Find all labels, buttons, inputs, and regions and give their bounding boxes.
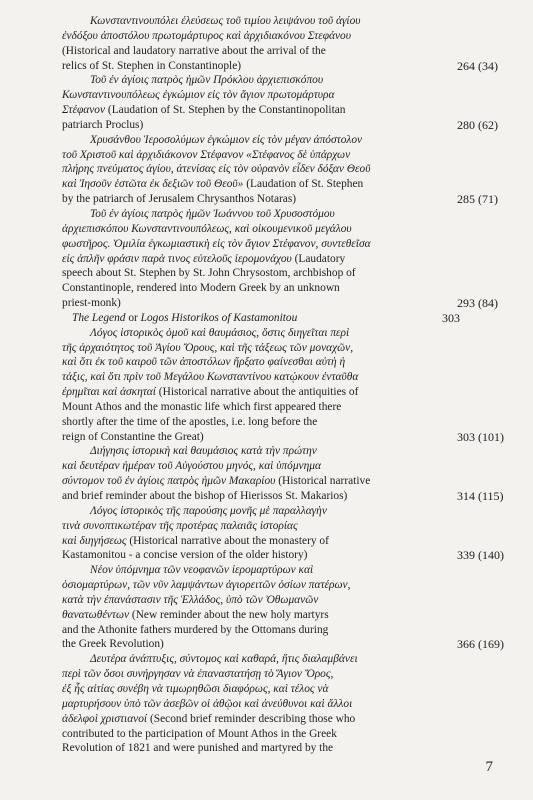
entry-title [62,444,432,503]
page-reference: 280 (62) [457,117,498,132]
roman-text: relics of St. Stephen in Constantinople) [62,59,242,72]
entry-line [62,400,432,415]
entry-line [62,682,432,697]
entry-line [62,637,432,652]
entry-line [62,534,432,549]
italic-text: ἀδελφοὶ χριστιανοί [62,712,148,725]
entry-title [62,73,432,132]
italic-text: καὶ Ἰησοῦν ἑστῶτα ἐκ δεξιῶν τοῦ Θεοῦ» [62,178,244,191]
page-reference: 264 (34) [457,58,498,73]
entry-line [62,162,432,177]
italic-text: Τοῦ ἐν ἁγίοις πατρὸς ἡμῶν Ἰωάννου τοῦ Χρυσοστόμου [90,207,335,220]
page-reference: 339 (140) [457,548,504,563]
italic-text: σύντομον τοῦ ἐν ἁγίοις πατρὸς ἡμῶν Μακαρίου [62,475,276,488]
entry-line [62,697,432,712]
entry-line [62,474,432,489]
contents-entry [62,504,502,563]
italic-text: εἰς ἁπλῆν φράσιν παρὰ τινος εὐτελοῦς ἱερομονάχου [62,252,292,265]
entry-line [62,237,432,252]
page-reference: 303 (101) [457,429,504,444]
contents-entry [62,326,502,445]
contents-entry [62,563,502,652]
italic-text: Λόγος ἱστορικὸς ὁμοῦ καὶ θαυμάσιος, ὅστις διηγεῖται περὶ [90,326,350,339]
entry-line [62,430,432,445]
italic-text: Δευτέρα ἀνάπτυξις, σύντομος καὶ καθαρά, ἥτις διαλαμβάνει [90,653,358,666]
roman-text: patriarch Proclus) [62,118,144,131]
entry-line [62,88,432,103]
entry-line [62,459,432,474]
entry-title [62,326,432,445]
entry-line [62,623,432,638]
italic-text: περὶ τῶν ὅσοι συνήργησαν νὰ ἐπαναστατήσῃ τὸ Ἅγιον Ὄρος, [62,668,334,681]
entry-line [62,326,432,341]
contents-entry [62,73,502,132]
italic-text: Στέφανον [62,104,106,117]
contents-entry [62,133,502,207]
entry-line [62,385,432,400]
entry-line [62,177,432,192]
entry-title [62,207,432,311]
section-heading-entry [62,311,502,326]
page-reference: 293 (84) [457,296,498,311]
italic-text: Χρυσάνθου Ἱεροσολύμων ἐγκώμιον εἰς τὸν μέγαν ἀπόστολον [90,133,363,146]
italic-text: θανατωθέντων [62,608,130,621]
entry-line [62,14,432,29]
entry-line [62,667,432,682]
roman-text: (Laudatory [291,252,346,265]
entry-title [62,652,432,756]
contents-entry [62,444,502,503]
roman-text: priest-monk) [62,297,121,310]
roman-text: Constantinople, rendered into Modern Greek by an unknown [62,282,340,295]
entry-line [62,29,432,44]
roman-text: shortly after the time of the apostles, i.e. long before the [62,415,318,428]
entry-line [62,281,432,296]
entry-line [62,222,432,237]
roman-text: speech about St. Stephen by St. John Chrysostom, archbishop of [62,267,356,280]
entry-line [62,266,432,281]
entry-title [62,14,432,73]
italic-text: μαρτυρήσουν ὑπὸ τῶν ἀσεβῶν οἱ ἀθῷοι καὶ ἀνεύθυνοι καὶ ἄλλοι [62,697,353,710]
entry-line [62,741,432,756]
entry-line [62,103,432,118]
italic-text: Τοῦ ἐν ἁγίοις πατρὸς ἡμῶν Πρόκλου ἀρχιεπισκόπου [90,74,324,87]
italic-text: Λόγος ἱστορικὸς τῆς παρούσης μονῆς μὲ παραλλαγὴν [90,504,327,517]
entry-line [62,311,432,326]
entry-line [62,133,432,148]
page-reference: 285 (71) [457,192,498,207]
entry-line [62,355,432,370]
italic-text: ἀρχιεπισκόπου Κωνσταντινουπόλεως, καὶ οἰκουμενικοῦ μεγάλου [62,222,352,235]
entry-line [62,548,432,563]
roman-text: (New reminder about the new holy martyrs [129,608,329,621]
roman-text: or [125,311,141,324]
italic-text: πλήρης πνεύματος ἁγίου, ἀτενίσας εἰς τὸν οὐρανὸν εἶδεν δόξαν Θεοῦ [62,163,371,176]
entry-line [62,712,432,727]
entry-line [62,727,432,742]
entry-line [62,578,432,593]
entry-line [62,59,432,74]
italic-text: Διήγησις ἱστορικὴ καὶ θαυμάσιος κατὰ τὴν πρώτην [90,445,317,458]
roman-text: (Historical narrative about the monastery of [126,534,329,547]
entry-line [62,192,432,207]
roman-text: by the patriarch of Jerusalem Chrysanthos Notaras) [62,193,297,206]
entry-line [62,415,432,430]
roman-text: (Historical narrative about the antiquities of [155,386,359,399]
italic-text: Κωνσταντινουπόλει ἐλεύσεως τοῦ τιμίου λειψάνου τοῦ ἁγίου [90,15,361,27]
roman-text: and brief reminder about the bishop of Hierissos St. Makarios) [62,490,348,502]
roman-text: and the Athonite fathers murdered by the Ottomans during [62,623,329,636]
roman-text: Mount Athos and the monastic life which first appeared there [62,400,342,413]
contents-entry [62,207,502,311]
entry-line [62,504,432,519]
entry-line [62,341,432,356]
roman-text: the Greek Revolution) [62,638,164,651]
italic-text: ὁσιομαρτύρων, τῶν νῦν λαμψάντων ἁγιορειτῶν ὁσίων πατέρων, [62,579,351,592]
entry-line [62,489,432,504]
italic-text: κατὰ τὴν ἐπανάστασιν τῆς Ἑλλάδος, ὑπὸ τῶν Ὀθωμανῶν [62,593,319,606]
italic-text: τῆς ἀρχαιότητος τοῦ Ἁγίου Ὄρους, καὶ τῆς τάξεως τῶν μοναχῶν, [62,341,354,354]
italic-text: καὶ δευτέραν ἡμέραν τοῦ Αὐγούστου μηνός, καὶ ὑπόμνημα [62,460,321,473]
entry-line [62,207,432,222]
italic-text: Logos Historikos of Kastamonitou [140,311,298,324]
entry-line [62,44,432,59]
entry-title [62,311,432,326]
page-number: 7 [485,759,493,775]
contents-entry [62,14,502,73]
contents-list [62,14,502,756]
entry-title [62,133,432,207]
roman-text: (Historical and laudatory narrative about the arrival of the [62,44,326,57]
roman-text: (Second brief reminder describing those who [147,712,356,725]
roman-text: Revolution of 1821 and were punished and martyred by the [62,742,334,755]
italic-text: The Legend [72,311,126,324]
entry-line [62,118,432,133]
italic-text: τινὰ συνοπτικωτέραν τῆς προτέρας παλαιᾶς ἱστορίας [62,519,298,532]
entry-line [62,593,432,608]
roman-text: reign of Constantine the Great) [62,430,204,443]
italic-text: ἐρημῖται καὶ ἀσκηταί [62,386,156,399]
roman-text: contributed to the participation of Mount Athos in the Greek [62,727,337,740]
contents-entry [62,652,502,756]
italic-text: τοῦ Χριστοῦ καὶ ἀρχιδιάκονον Στέφανον «Στέφανος δὲ ὑπάρχων [62,148,351,161]
roman-text: (Laudation of St. Stephen by the Constantinopolitan [105,104,346,117]
roman-text: (Historical narrative [275,475,371,488]
entry-title [62,504,432,563]
italic-text: καὶ διηγήσεως [62,534,127,547]
italic-text: Νέον ὑπόμνημα τῶν νεοφανῶν ἱερομαρτύρων καὶ [90,564,314,577]
entry-line [62,73,432,88]
entry-line [62,296,432,311]
italic-text: καὶ ὅτι ἐκ τοῦ καιροῦ τῶν ἀποστόλων ἤρξατο φαίνεσθαι αὐτὴ ἡ [62,356,346,369]
italic-text: φωστῆρος. Ὁμιλία ἐγκωμιαστικὴ εἰς τὸν ἅγιον Στέφανον, συντεθεῖσα [62,237,371,250]
entry-line [62,370,432,385]
italic-text: ἐνδόξου ἀποστόλου πρωτομάρτυρος καὶ ἀρχιδιακόνου Στεφάνου [62,29,351,42]
italic-text: τάξις, καὶ ὅτι πρὶν τοῦ Μεγάλου Κωνσταντίνου κατῴκουν ἐνταῦθα [62,371,359,384]
entry-line [62,444,432,459]
entry-line [62,608,432,623]
italic-text: ἐξ ἧς αἰτίας συνέβη νὰ τιμωρηθῶσι διαφόρως, καὶ τέλος νὰ [62,682,329,695]
entry-title [62,563,432,652]
entry-line [62,148,432,163]
page-reference: 303 [442,310,460,325]
page-reference: 314 (115) [457,489,504,503]
entry-line [62,652,432,667]
roman-text: Kastamonitou - a concise version of the older history) [62,549,308,562]
entry-line [62,519,432,534]
italic-text: Κωνσταντινουπόλεως ἐγκώμιον εἰς τὸν ἅγιον πρωτομάρτυρα [62,89,335,102]
entry-line [62,252,432,267]
page-reference: 366 (169) [457,637,504,652]
entry-line [62,563,432,578]
roman-text: (Laudation of St. Stephen [243,178,364,191]
